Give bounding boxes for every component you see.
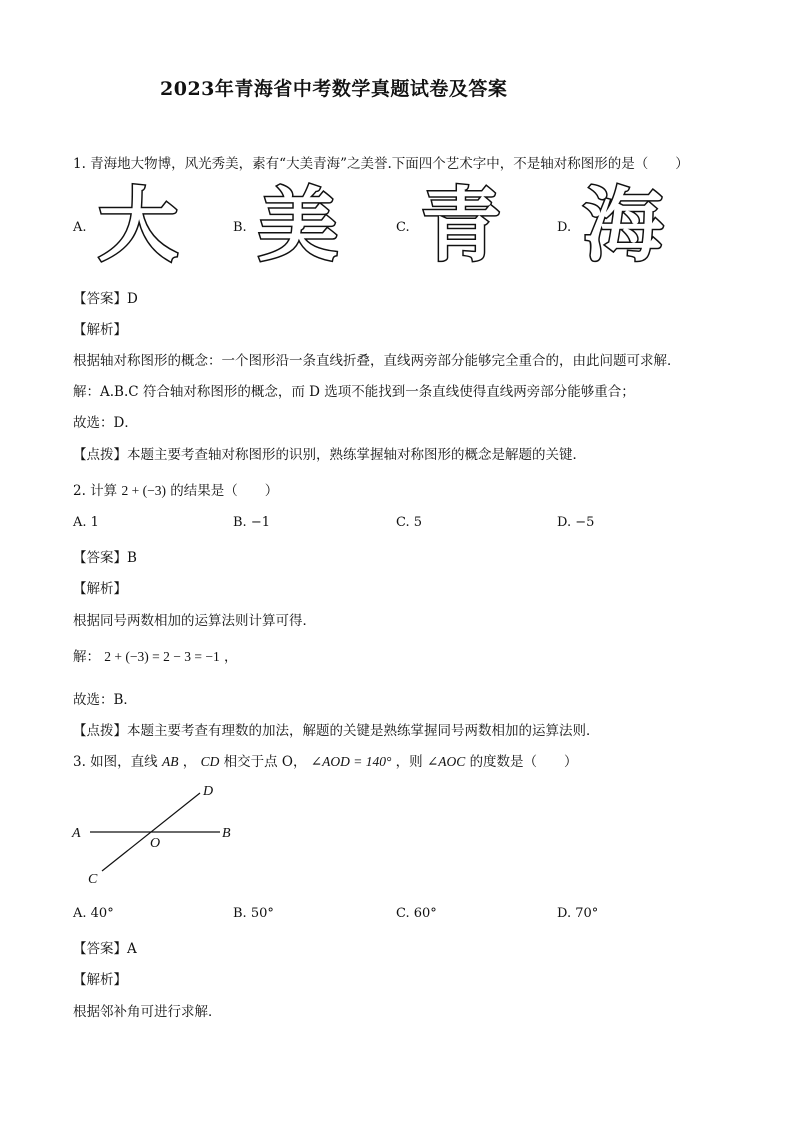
q2-option-c: C. 5 (396, 515, 423, 530)
q3-line-cd: CD (200, 754, 220, 769)
q2-analysis-heading: 【解析】 (73, 581, 127, 597)
q1-option-c-char: 青 (421, 179, 501, 272)
q3-label-d: D (203, 784, 214, 799)
q3-option-d: D. 70° (557, 906, 599, 921)
q3-stem-pre: 3. 如图，直线 (73, 754, 158, 770)
q2-stem (73, 479, 278, 499)
q1-option-b-char: 美 (258, 179, 338, 272)
q3-option-b: B. 50° (233, 906, 274, 921)
page-title: 2023年青海省中考数学真题试卷及答案 (160, 78, 508, 100)
q2-stem-pre: 2. 计算 (73, 483, 118, 499)
q2-comment: 【点拨】本题主要考查有理数的加法，解题的关键是熟练掌握同号两数相加的运算法则． (73, 723, 600, 739)
q1-analysis-heading: 【解析】 (73, 322, 127, 338)
q3-angle-aoc: ∠AOC (426, 754, 466, 769)
q2-stem-post: 的结果是（ ） (170, 483, 279, 499)
q3-analysis-heading: 【解析】 (73, 972, 127, 988)
q3-line-ab: AB (161, 754, 179, 769)
q2-option-b: B. −1 (233, 515, 270, 530)
q3-stem-mid: 相交于点 O， (223, 754, 307, 770)
q3-option-a: A. 40° (73, 906, 114, 921)
q3-stem-post: 的度数是（ ） (469, 754, 578, 770)
q1-choice: 故选：D． (73, 415, 138, 431)
q3-label-b: B (222, 826, 231, 841)
q3-figure (60, 775, 260, 895)
q3-analysis: 根据邻补角可进行求解． (73, 1004, 222, 1020)
q1-option-b-label: B. (233, 220, 247, 235)
q3-answer: 【答案】A (73, 941, 137, 957)
q1-stem: 1. 青海地大物博，风光秀美，素有“大美青海”之美誉.下面四个艺术字中，不是轴对称图形的是（ ） (73, 156, 689, 172)
q1-option-a-label: A. (73, 220, 87, 235)
q2-solution-pre: 解： (73, 649, 100, 665)
q3-label-c: C (88, 872, 98, 887)
q2-answer: 【答案】B (73, 550, 137, 566)
q1-option-d-char: 海 (583, 179, 663, 272)
q2-analysis: 根据同号两数相加的运算法则计算可得． (73, 613, 316, 629)
q2-option-d: D. −5 (557, 515, 595, 530)
q3-stem (73, 750, 578, 770)
q3-angle-aod: ∠AOD = 140° (310, 754, 392, 769)
q1-option-c-label: C. (396, 220, 410, 235)
q2-option-a: A. 1 (73, 515, 99, 530)
q1-comment: 【点拨】本题主要考查轴对称图形的识别，熟练掌握轴对称图形的概念是解题的关键． (73, 447, 586, 463)
q2-solution (73, 645, 238, 665)
q1-analysis: 根据轴对称图形的概念：一个图形沿一条直线折叠，直线两旁部分能够完全重合的，由此问题可求解． (73, 353, 681, 369)
q1-answer: 【答案】D (73, 291, 138, 307)
q3-option-c: C. 60° (396, 906, 437, 921)
q3-label-o: O (150, 836, 161, 851)
q2-solution-expression: 2 + (−3) = 2 − 3 = −1 (104, 649, 220, 664)
q1-option-a-char: 大 (98, 179, 178, 272)
q2-stem-expression: 2 + (−3) (121, 483, 166, 498)
q1-solution: 解：A.B.C 符合轴对称图形的概念，而 D 选项不能找到一条直线使得直线两旁部分能够重合； (73, 384, 635, 400)
q2-solution-post: ， (224, 649, 238, 665)
q2-choice: 故选：B． (73, 692, 137, 708)
q1-option-d-label: D. (557, 220, 572, 235)
q3-stem-mid2: ，则 (395, 754, 423, 770)
q3-label-a: A (72, 826, 81, 841)
q3-stem-sep: ， (182, 754, 197, 770)
